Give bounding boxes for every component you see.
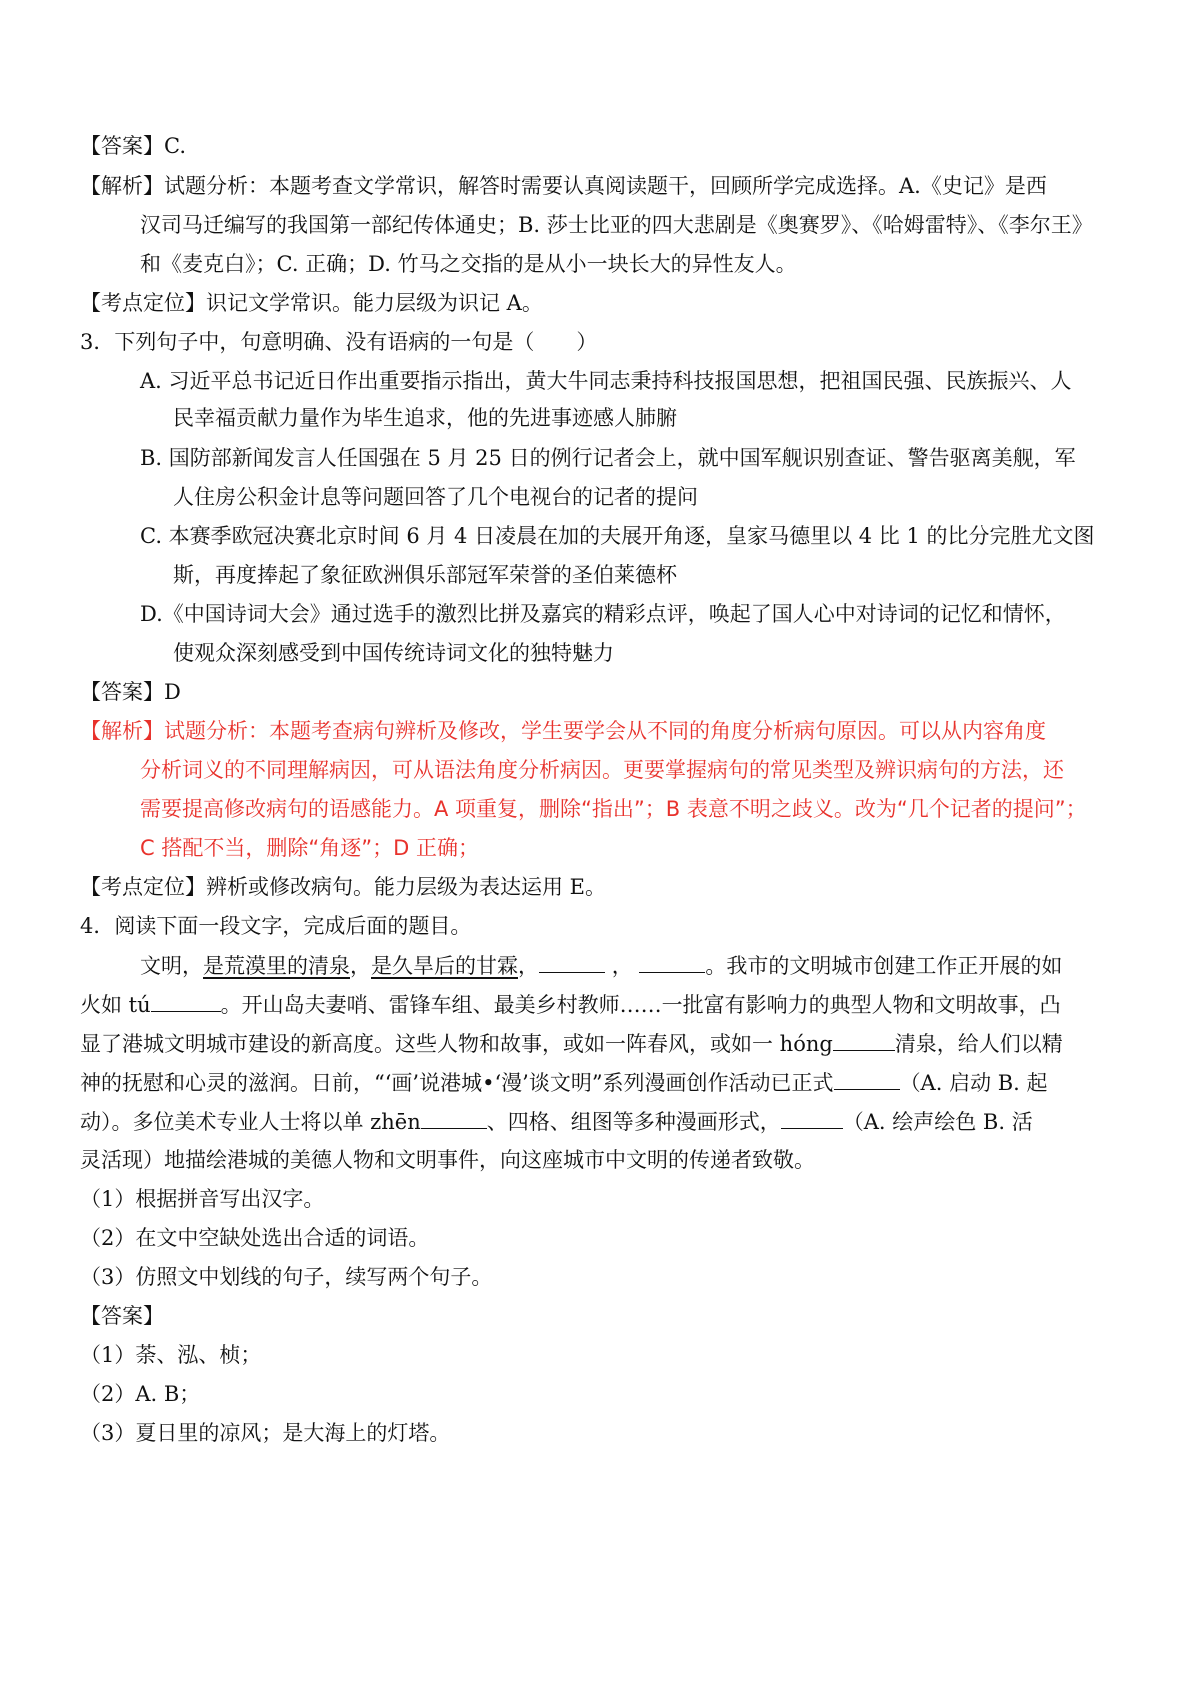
- q4-text: 、四格、组图等多种漫画形式，: [486, 1110, 781, 1134]
- q4-subquestion-2: （2）在文中空缺处选出合适的词语。: [80, 1226, 430, 1250]
- q4-text: （A. 启动 B. 起: [899, 1071, 1048, 1095]
- q4-blank-zhen[interactable]: [421, 1106, 487, 1129]
- q3-analysis-line-2: 分析词义的不同理解病因，可从语法角度分析病因。更要掌握病句的常见类型及辨识病句的方法，还: [140, 758, 1064, 782]
- q3-point: 【考点定位】辨析或修改病句。能力层级为表达运用 E。: [80, 875, 607, 899]
- q4-paragraph-line-3: [80, 1028, 1063, 1059]
- q4-blank-2[interactable]: [639, 950, 705, 973]
- q4-text: 神的抚慰和心灵的滋润。日前，“‘画’说港城•‘漫’谈文明”系列漫画创作活动已正式: [80, 1071, 834, 1095]
- q3-option-a-line-2: 民幸福贡献力量作为毕生追求，他的先进事迹感人肺腑: [173, 406, 677, 430]
- q2-analysis-line-1: 【解析】试题分析：本题考查文学常识，解答时需要认真阅读题干，回顾所学完成选择。A.《史记》是西: [80, 174, 1047, 198]
- q4-text: 。开山岛夫妻哨、雷锋车组、最美乡村教师……一批富有影响力的典型人物和文明故事，凸: [220, 993, 1061, 1017]
- q4-text: （A. 绘声绘色 B. 活: [842, 1110, 1033, 1134]
- q4-blank-hong[interactable]: [833, 1028, 895, 1051]
- q4-underlined-sentence-1: 是荒漠里的清泉: [203, 954, 350, 978]
- q2-point: 【考点定位】识记文学常识。能力层级为识记 A。: [80, 291, 543, 315]
- q4-text: 火如 tú: [80, 993, 151, 1017]
- q4-text: ，: [611, 954, 633, 978]
- q3-option-d-line-2: 使观众深刻感受到中国传统诗词文化的独特魅力: [173, 641, 614, 665]
- q4-blank-1[interactable]: [539, 950, 605, 973]
- q3-option-c-line-1: C. 本赛季欧冠决赛北京时间 6 月 4 日凌晨在加的夫展开角逐，皇家马德里以 4 比 1 的比分完胜尤文图: [140, 524, 1095, 548]
- q4-blank-tu[interactable]: [151, 989, 221, 1012]
- q2-answer: 【答案】C.: [80, 134, 186, 158]
- q4-text: ，: [518, 954, 539, 978]
- q4-text: 。我市的文明城市创建工作正开展的如: [705, 954, 1063, 978]
- q3-option-b-line-1: B. 国防部新闻发言人任国强在 5 月 25 日的例行记者会上，就中国军舰识别查证、警告驱离美舰，军: [140, 446, 1076, 470]
- q3-option-b-line-2: 人住房公积金计息等问题回答了几个电视台的记者的提问: [173, 485, 698, 509]
- q3-analysis-line-1: 【解析】试题分析：本题考查病句辨析及修改，学生要学会从不同的角度分析病句原因。可以从内容角度: [80, 719, 1046, 743]
- q4-blank-qidong[interactable]: [834, 1067, 900, 1090]
- q4-answer-1: （1）荼、泓、桢；: [80, 1343, 262, 1367]
- q4-answer-label: 【答案】: [80, 1304, 164, 1328]
- q4-answer-2: （2）A. B；: [80, 1382, 201, 1406]
- q3-analysis-line-4: C 搭配不当，删除“角逐”；D 正确；: [140, 836, 479, 860]
- q3-option-a-line-1: A. 习近平总书记近日作出重要指示指出，黄大牛同志秉持科技报国思想，把祖国民强、民族振兴、人: [140, 369, 1072, 393]
- q4-paragraph-line-1: [140, 950, 1062, 981]
- q4-paragraph-line-4: [80, 1067, 1048, 1098]
- q4-paragraph-line-6: 灵活现）地描绘港城的美德人物和文明事件，向这座城市中文明的传递者致敬。: [80, 1148, 815, 1172]
- q4-text: 动）。多位美术专业人士将以单 zhēn: [80, 1110, 421, 1134]
- q4-paragraph-line-2: [80, 989, 1061, 1020]
- q4-text: ，: [350, 954, 371, 978]
- q3-answer: 【答案】D: [80, 680, 181, 704]
- q3-stem: 3．下列句子中，句意明确、没有语病的一句是（ ）: [80, 330, 598, 354]
- q4-stem: 4．阅读下面一段文字，完成后面的题目。: [80, 914, 472, 938]
- q4-subquestion-1: （1）根据拼音写出汉字。: [80, 1187, 325, 1211]
- q4-answer-3: （3）夏日里的凉风；是大海上的灯塔。: [80, 1421, 451, 1445]
- q3-analysis-line-3: 需要提高修改病句的语感能力。A 项重复，删除“指出”；B 表意不明之歧义。改为“几个记者的提问”；: [140, 797, 1087, 821]
- q4-subquestion-3: （3）仿照文中划线的句子，续写两个句子。: [80, 1265, 493, 1289]
- q4-text: 显了港城文明城市建设的新高度。这些人物和故事，或如一阵春风，或如一 hóng: [80, 1032, 833, 1056]
- q3-option-c-line-2: 斯，再度捧起了象征欧洲俱乐部冠军荣誉的圣伯莱德杯: [173, 563, 677, 587]
- q4-underlined-sentence-2: 是久旱后的甘霖: [371, 954, 518, 978]
- q4-paragraph-line-5: [80, 1106, 1033, 1137]
- q2-analysis-line-3: 和《麦克白》；C. 正确；D. 竹马之交指的是从小一块长大的异性友人。: [140, 252, 797, 276]
- q3-option-d-line-1: D.《中国诗词大会》通过选手的激烈比拼及嘉宾的精彩点评，唤起了国人心中对诗词的记忆和情怀，: [140, 602, 1066, 626]
- q4-text: 清泉，给人们以精: [894, 1032, 1063, 1056]
- q4-text: 文明，: [140, 954, 203, 978]
- q2-analysis-line-2: 汉司马迁编写的我国第一部纪传体通史；B. 莎士比亚的四大悲剧是《奥赛罗》、《哈姆雷特》、《李尔王》: [140, 213, 1093, 237]
- q4-blank-huisheng[interactable]: [781, 1106, 843, 1129]
